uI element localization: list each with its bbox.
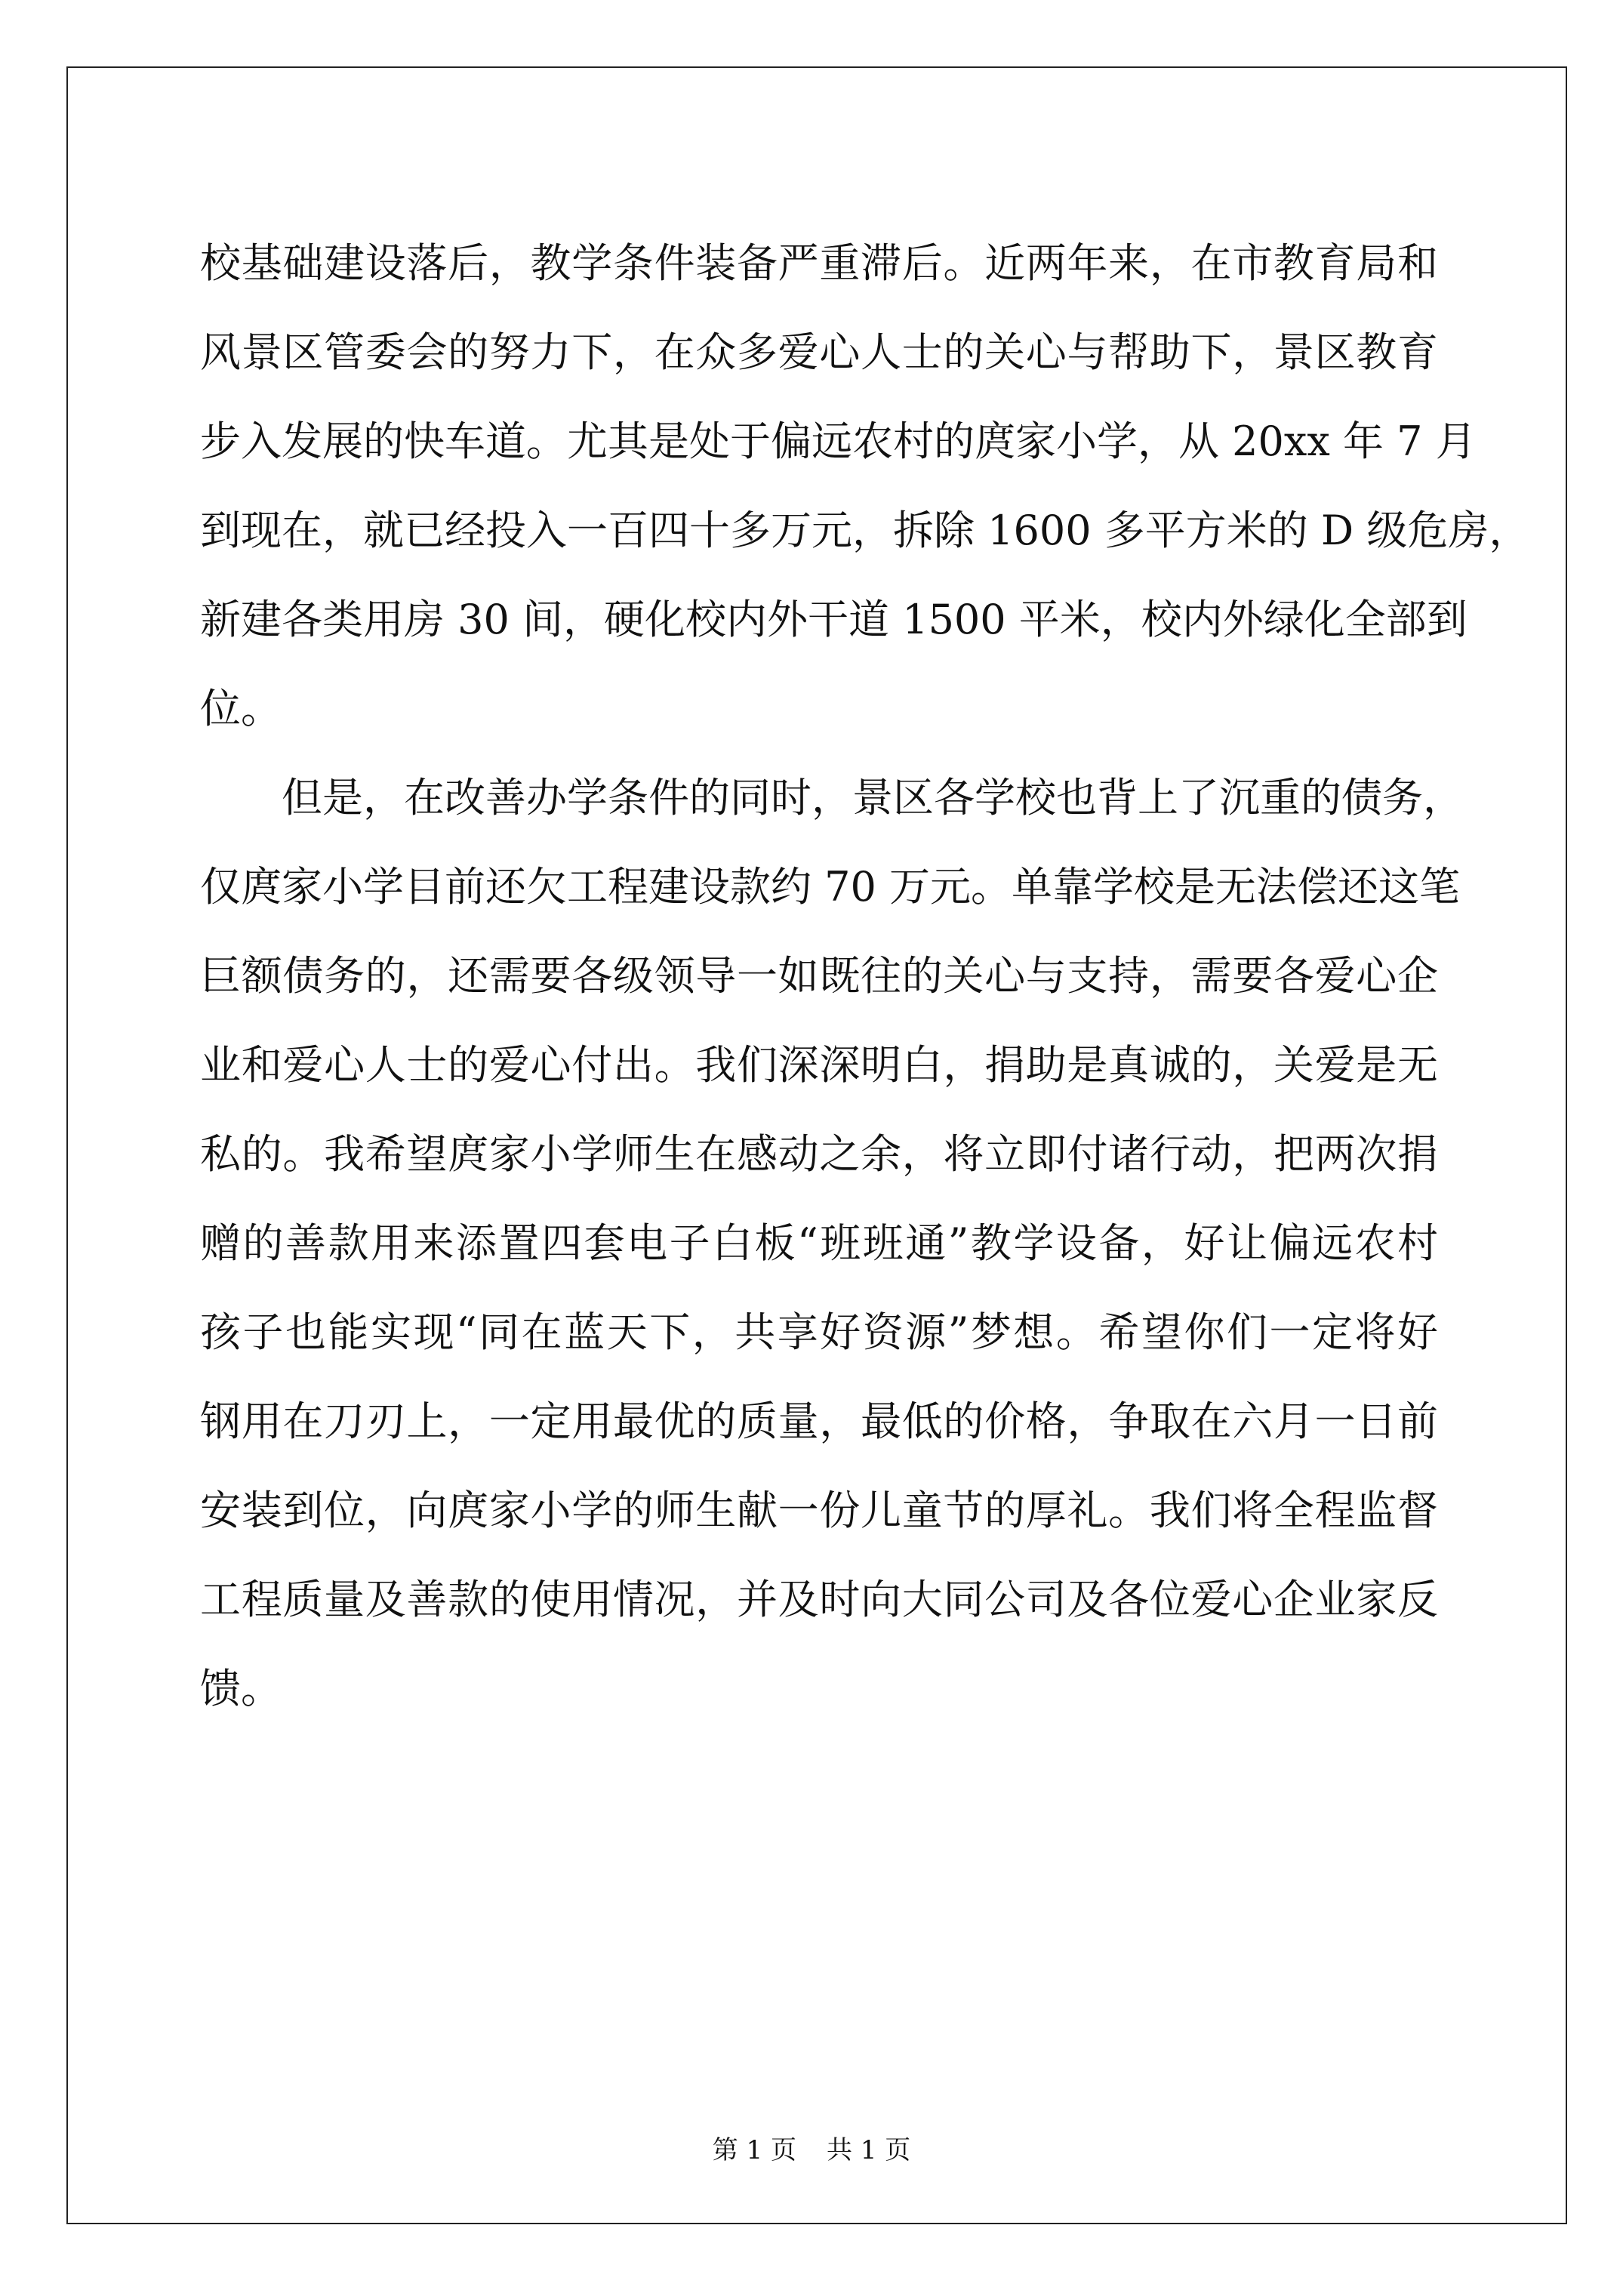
text-line: 步入发展的快车道。尤其是处于偏远农村的庹家小学，从 20xx 年 7 月 <box>200 418 1477 465</box>
text-line: 校基础建设落后，教学条件装备严重滞后。近两年来，在市教育局和 <box>200 239 1438 287</box>
page-footer <box>0 2135 1623 2165</box>
text-line: 仅庹家小学目前还欠工程建设款约 70 万元。单靠学校是无法偿还这笔 <box>200 863 1461 911</box>
text-line: 私的。我希望庹家小学师生在感动之余，将立即付诸行动，把两次捐 <box>200 1130 1438 1178</box>
text-line: 馈。 <box>200 1665 282 1712</box>
page-number: 第 1 页 <box>712 2135 796 2165</box>
text-line: 风景区管委会的努力下，在众多爱心人士的关心与帮助下，景区教育 <box>200 328 1438 376</box>
text-line: 巨额债务的，还需要各级领导一如既往的关心与支持，需要各爱心企 <box>200 952 1438 1000</box>
text-line: 钢用在刀刃上，一定用最优的质量，最低的价格，争取在六月一日前 <box>200 1398 1438 1445</box>
text-line: 新建各类用房 30 间，硬化校内外干道 1500 平米，校内外绿化全部到 <box>200 596 1467 643</box>
text-line: 安装到位，向庹家小学的师生献一份儿童节的厚礼。我们将全程监督 <box>200 1487 1438 1534</box>
text-line: 业和爱心人士的爱心付出。我们深深明白，捐助是真诚的，关爱是无 <box>200 1041 1438 1089</box>
text-line: 工程质量及善款的使用情况，并及时向大同公司及各位爱心企业家反 <box>200 1576 1438 1623</box>
page-total: 共 1 页 <box>827 2135 911 2165</box>
text-line: 赠的善款用来添置四套电子白板“班班通”教学设备，好让偏远农村 <box>200 1219 1438 1267</box>
paragraph-start-line: 但是，在改善办学条件的同时，景区各学校也背上了沉重的债务， <box>282 774 1464 821</box>
text-line: 位。 <box>200 685 282 732</box>
body-text <box>200 219 1530 1734</box>
text-line: 孩子也能实现“同在蓝天下，共享好资源”梦想。希望你们一定将好 <box>200 1308 1438 1356</box>
text-line: 到现在，就已经投入一百四十多万元，拆除 1600 多平方米的 D 级危房， <box>200 507 1530 554</box>
